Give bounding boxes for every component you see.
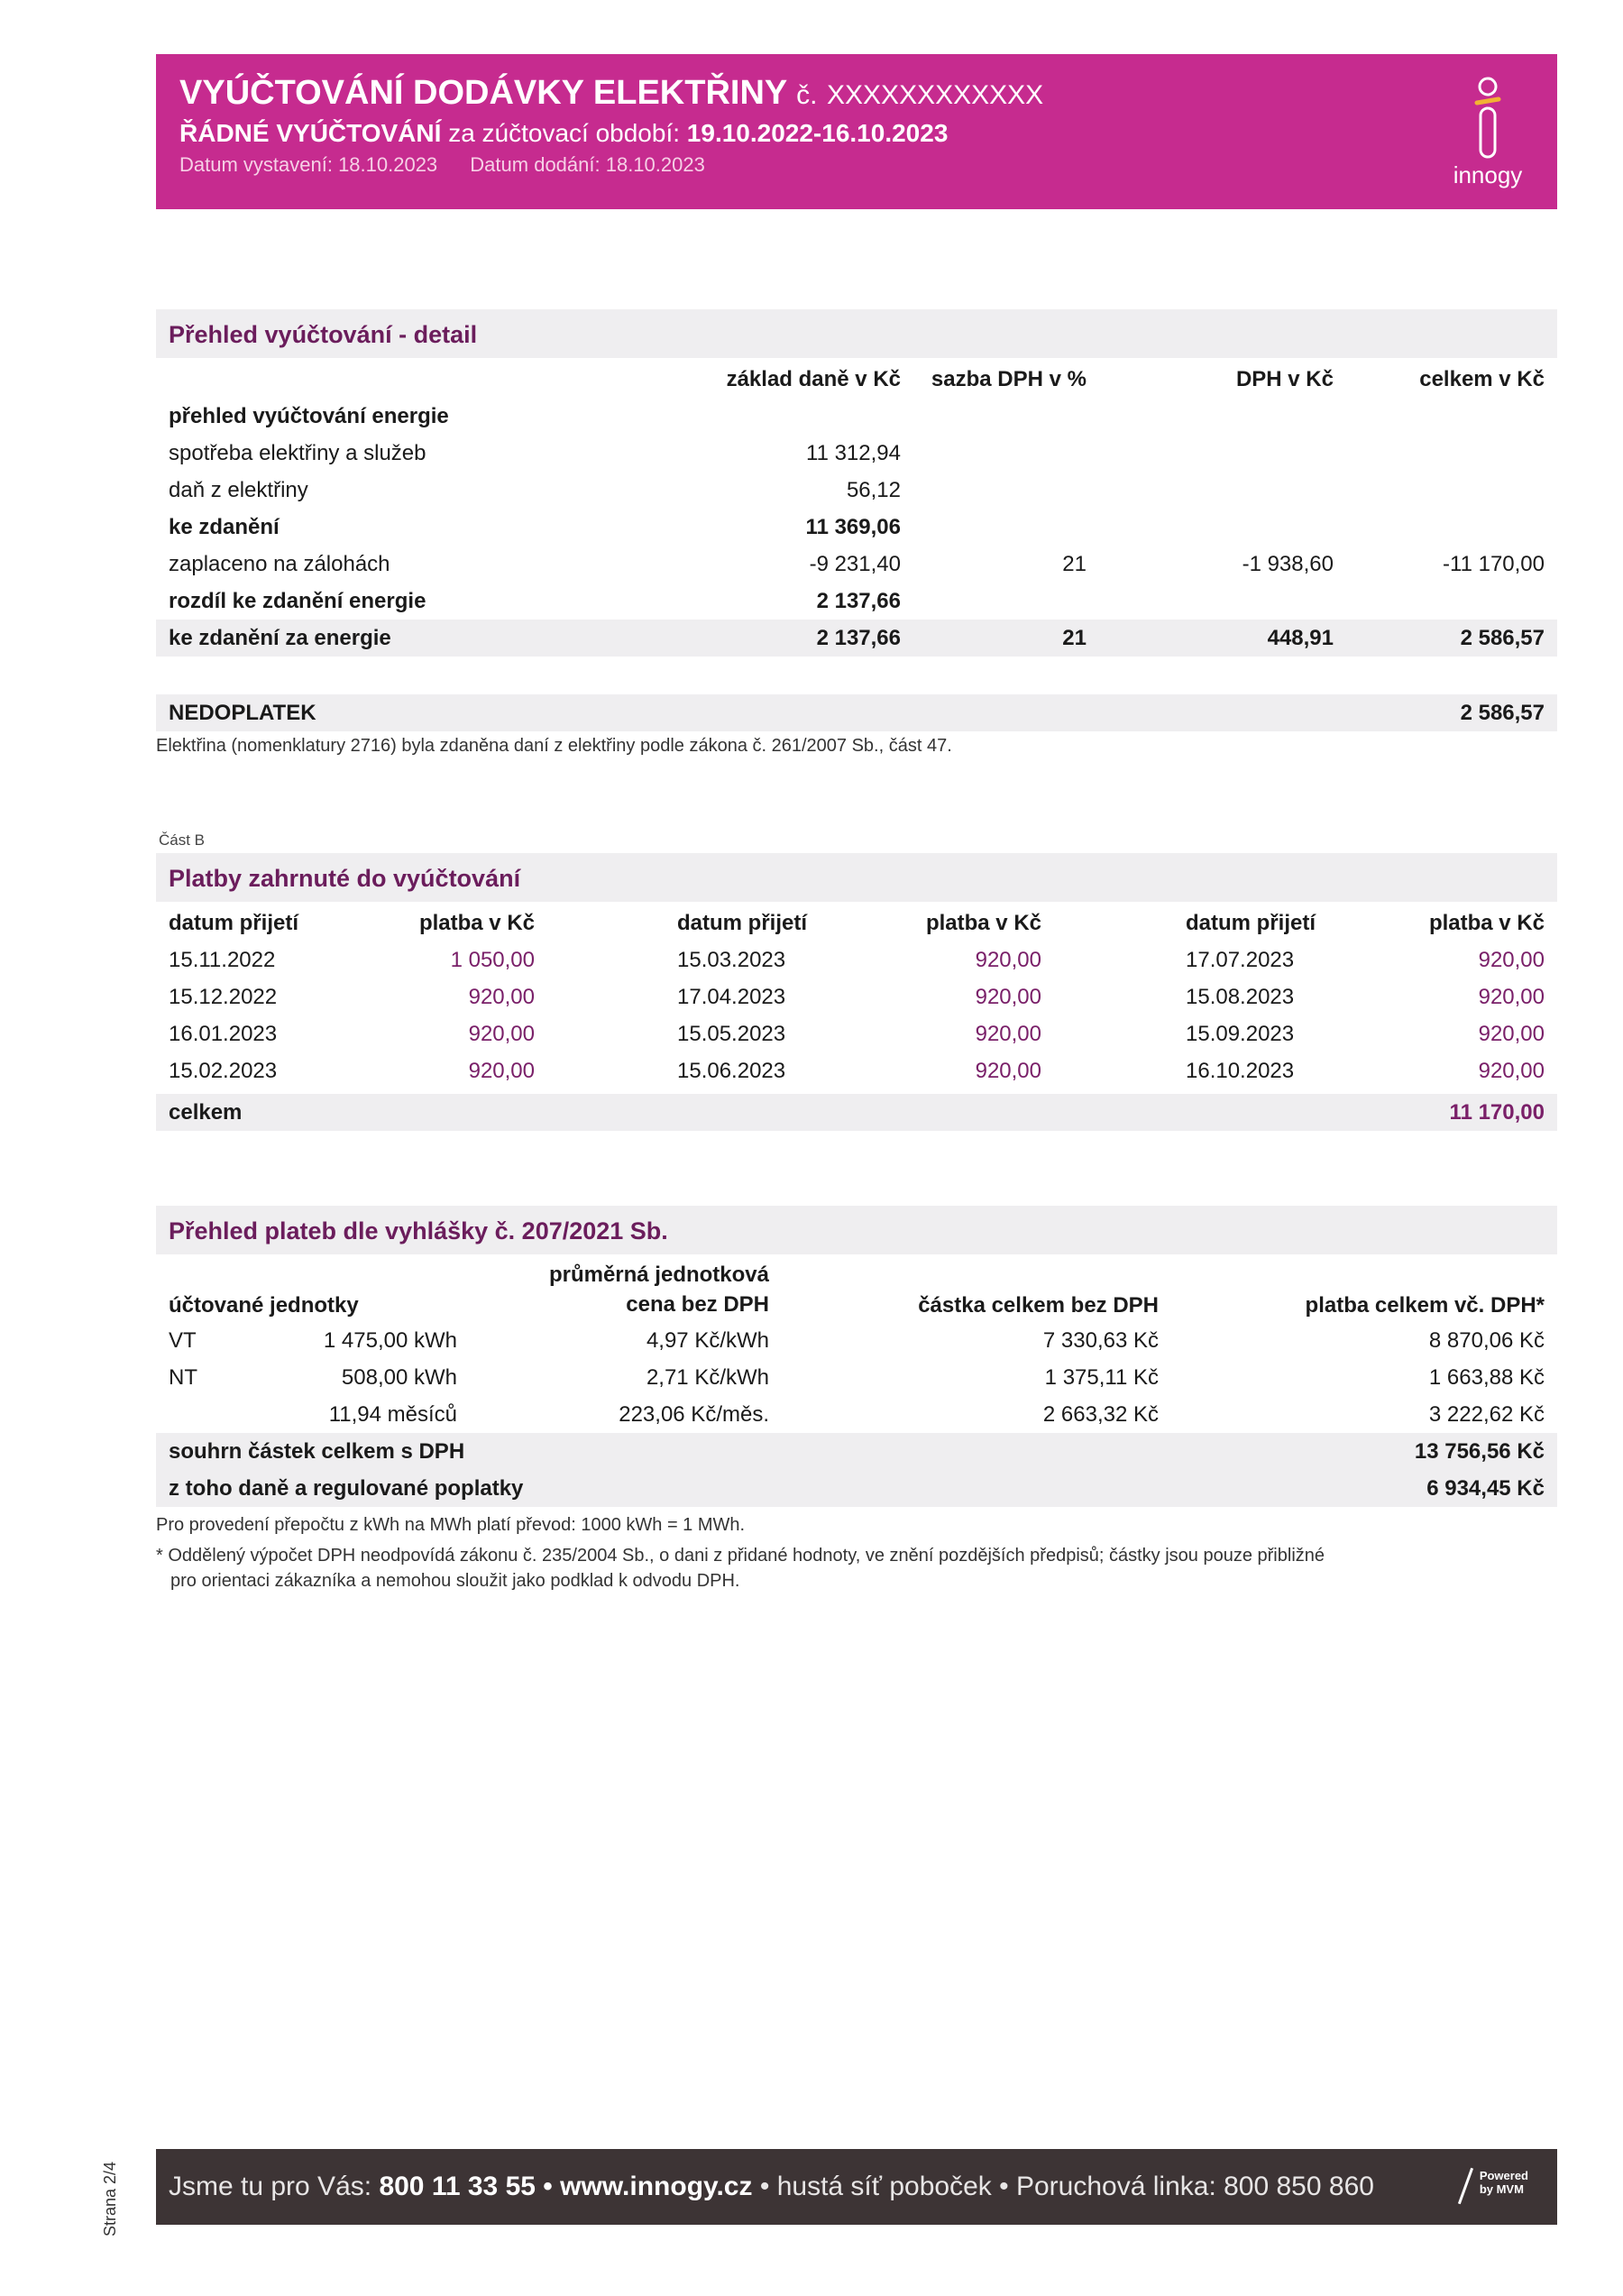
row-payment: 8 870,06 Kč xyxy=(1428,1328,1545,1353)
col-vat: DPH v Kč xyxy=(1235,367,1334,391)
row-amount: 7 330,63 Kč xyxy=(1042,1328,1159,1353)
col-price-line1: průměrná jednotková xyxy=(548,1263,769,1287)
col-payment-header: platba celkem vč. DPH* xyxy=(1305,1293,1545,1318)
row-vat: 448,91 xyxy=(1267,626,1334,650)
payment-amount: 920,00 xyxy=(975,1059,1041,1083)
row-label: rozdíl ke zdanění energie xyxy=(169,589,426,613)
row-price: 223,06 Kč/měs. xyxy=(619,1402,769,1427)
row-label: ke zdanění za energie xyxy=(169,626,391,650)
underpayment-label: NEDOPLATEK xyxy=(169,701,316,725)
footer-lead: Jsme tu pro Vás: xyxy=(169,2172,372,2201)
powered-by-mvm xyxy=(1480,2169,1528,2196)
row-label: zaplaceno na zálohách xyxy=(169,552,390,576)
row-label: daň z elektřiny xyxy=(169,478,308,502)
vat-disclaimer-line2: pro orientaci zákazníka a nemohou sloužit jako podklad k odvodu DPH. xyxy=(170,1571,740,1591)
col-date-3: datum přijetí xyxy=(1186,911,1316,935)
col-vat-rate: sazba DPH v % xyxy=(931,367,1087,391)
powered-divider-icon xyxy=(1458,2168,1473,2204)
header-dates-line xyxy=(179,151,1534,179)
summary-row xyxy=(156,472,1557,509)
row-price: 2,71 Kč/kWh xyxy=(646,1365,769,1390)
payment-row xyxy=(156,941,1557,978)
col-amount-header: částka celkem bez DPH xyxy=(918,1293,1159,1318)
sum-label: souhrn částek celkem s DPH xyxy=(169,1439,465,1464)
payment-amount: 920,00 xyxy=(468,985,535,1009)
row-payment: 3 222,62 Kč xyxy=(1428,1402,1545,1427)
row-total: 2 586,57 xyxy=(1460,626,1545,650)
footer-bar xyxy=(156,2149,1557,2225)
decree-row xyxy=(156,1359,1557,1396)
row-vat: -1 938,60 xyxy=(1242,552,1334,576)
payment-row xyxy=(156,1052,1557,1089)
payments-total-row xyxy=(156,1094,1557,1131)
decree-section xyxy=(156,1206,1557,1593)
decree-row xyxy=(156,1322,1557,1359)
payment-date: 15.03.2023 xyxy=(677,948,786,972)
payment-amount: 920,00 xyxy=(1478,1022,1545,1046)
payment-amount: 920,00 xyxy=(1478,985,1545,1009)
payment-date: 15.05.2023 xyxy=(677,1022,786,1046)
payment-date: 17.04.2023 xyxy=(677,985,786,1009)
payment-amount: 920,00 xyxy=(468,1022,535,1046)
delivery-date: Datum dodání: 18.10.2023 xyxy=(470,153,705,176)
payments-total-value: 11 170,00 xyxy=(1449,1100,1545,1125)
row-base: 2 137,66 xyxy=(816,589,901,613)
row-base: 56,12 xyxy=(846,478,901,502)
footer-hotline: Poruchová linka: 800 850 860 xyxy=(1015,2172,1374,2201)
payment-date: 16.01.2023 xyxy=(169,1022,278,1046)
summary-header-row xyxy=(156,361,1557,398)
period-label: za zúčtovací období: xyxy=(448,119,681,147)
payment-amount: 920,00 xyxy=(1478,1059,1545,1083)
decree-tax-row xyxy=(156,1470,1557,1507)
col-price-header xyxy=(549,1260,769,1319)
row-amount: 2 663,32 Kč xyxy=(1042,1402,1159,1427)
document-title: VYÚČTOVÁNÍ DODÁVKY ELEKTŘINY xyxy=(179,74,787,112)
col-tax-base: základ daně v Kč xyxy=(726,367,901,391)
header-period-line xyxy=(179,116,1534,151)
powered-line1: Powered xyxy=(1479,2169,1528,2182)
underpayment-row xyxy=(156,694,1557,731)
row-label: VT xyxy=(169,1328,197,1353)
electricity-tax-note: Elektřina (nomenklatury 2716) byla zdaněna daní z elektřiny podle zákona č. 261/2007 Sb., část 47. xyxy=(156,736,952,756)
row-base: 11 312,94 xyxy=(806,441,901,465)
payment-date: 15.08.2023 xyxy=(1186,985,1295,1009)
footer-branches: hustá síť poboček xyxy=(776,2172,992,2201)
summary-row xyxy=(156,620,1557,657)
decree-row xyxy=(156,1396,1557,1433)
page-number: Strana 2/4 xyxy=(101,2161,119,2236)
payment-amount: 920,00 xyxy=(975,985,1041,1009)
payments-header-row xyxy=(156,905,1557,941)
col-date-2: datum přijetí xyxy=(677,911,808,935)
billing-period: 19.10.2022-16.10.2023 xyxy=(686,119,949,147)
innogy-logo xyxy=(1438,72,1537,189)
footer-phone[interactable]: 800 11 33 55 xyxy=(379,2172,536,2201)
col-amount-1: platba v Kč xyxy=(418,911,535,935)
payment-date: 15.06.2023 xyxy=(677,1059,786,1083)
vat-disclaimer-line1: * Oddělený výpočet DPH neodpovídá zákonu č. 235/2004 Sb., o dani z přidané hodnoty, ve znění pozdějších předpisů; částky jsou pouze přibližné xyxy=(156,1546,1325,1566)
payment-date: 15.11.2022 xyxy=(169,948,276,972)
payment-amount: 1 050,00 xyxy=(450,948,535,972)
row-label: ke zdanění xyxy=(169,515,280,539)
row-total: -11 170,00 xyxy=(1443,552,1545,576)
payment-date: 15.09.2023 xyxy=(1186,1022,1295,1046)
payments-title: Platby zahrnuté do vyúčtování xyxy=(156,853,1557,902)
row-units: 1 475,00 kWh xyxy=(323,1328,457,1353)
summary-row xyxy=(156,509,1557,546)
issue-date: Datum vystavení: 18.10.2023 xyxy=(179,153,438,176)
part-b-label: Část B xyxy=(159,831,206,849)
billing-summary-section xyxy=(156,309,1557,758)
payment-date: 17.07.2023 xyxy=(1186,948,1295,972)
row-amount: 1 375,11 Kč xyxy=(1044,1365,1159,1390)
payment-amount: 920,00 xyxy=(975,1022,1041,1046)
powered-line2: by MVM xyxy=(1479,2182,1524,2196)
row-rate: 21 xyxy=(1062,626,1087,650)
row-base: 11 369,06 xyxy=(805,515,901,539)
footer-contact: Jsme tu pro Vás: 800 11 33 55 • www.innogy.cz • hustá síť poboček • Poruchová linka: 800 850 860 xyxy=(169,2172,1374,2201)
col-total: celkem v Kč xyxy=(1419,367,1545,391)
row-base: 2 137,66 xyxy=(816,626,901,650)
payment-date: 15.02.2023 xyxy=(169,1059,278,1083)
payment-row xyxy=(156,978,1557,1015)
row-label: NT xyxy=(169,1365,197,1390)
summary-row xyxy=(156,583,1557,620)
logo-text: innogy xyxy=(1453,161,1523,188)
footer-web-link[interactable]: www.innogy.cz xyxy=(560,2172,753,2201)
col-price-line2: cena bez DPH xyxy=(626,1292,769,1317)
row-price: 4,97 Kč/kWh xyxy=(646,1328,769,1353)
sum-value: 13 756,56 Kč xyxy=(1414,1439,1545,1464)
row-units: 508,00 kWh xyxy=(341,1365,457,1390)
row-label: spotřeba elektřiny a služeb xyxy=(169,441,426,465)
row-rate: 21 xyxy=(1062,552,1087,576)
decree-title: Přehled plateb dle vyhlášky č. 207/2021 Sb. xyxy=(156,1206,1557,1254)
energy-section-label-row xyxy=(156,398,1557,435)
payments-section xyxy=(156,853,1557,1131)
col-amount-2: platba v Kč xyxy=(925,911,1041,935)
payment-amount: 920,00 xyxy=(468,1059,535,1083)
energy-section-label: přehled vyúčtování energie xyxy=(169,404,449,428)
conversion-note: Pro provedení přepočtu z kWh na MWh platí převod: 1000 kWh = 1 MWh. xyxy=(156,1515,746,1535)
row-base: -9 231,40 xyxy=(809,552,901,576)
summary-row xyxy=(156,546,1557,583)
payment-date: 16.10.2023 xyxy=(1186,1059,1295,1083)
tax-value: 6 934,45 Kč xyxy=(1426,1476,1545,1501)
payments-total-label: celkem xyxy=(169,1100,243,1125)
decree-sum-row xyxy=(156,1433,1557,1470)
row-units: 11,94 měsíců xyxy=(328,1402,457,1427)
innogy-logo-icon xyxy=(1438,72,1537,162)
header-title-line xyxy=(179,72,1534,116)
payment-row xyxy=(156,1015,1557,1052)
number-prefix: č. xyxy=(796,80,818,110)
payment-amount: 920,00 xyxy=(975,948,1041,972)
col-date-1: datum přijetí xyxy=(169,911,299,935)
col-amount-3: platba v Kč xyxy=(1428,911,1545,935)
billing-type: ŘÁDNÉ VYÚČTOVÁNÍ xyxy=(179,119,442,147)
document-number: XXXXXXXXXXXX xyxy=(827,80,1044,110)
col-units-header: účtované jednotky xyxy=(169,1293,359,1318)
row-payment: 1 663,88 Kč xyxy=(1428,1365,1545,1390)
summary-row xyxy=(156,435,1557,472)
payment-amount: 920,00 xyxy=(1478,948,1545,972)
document-header xyxy=(156,54,1557,209)
underpayment-value: 2 586,57 xyxy=(1460,701,1545,725)
payment-date: 15.12.2022 xyxy=(169,985,278,1009)
tax-label: z toho daně a regulované poplatky xyxy=(169,1476,524,1501)
decree-header xyxy=(156,1254,1557,1322)
billing-summary-title: Přehled vyúčtování - detail xyxy=(156,309,1557,358)
